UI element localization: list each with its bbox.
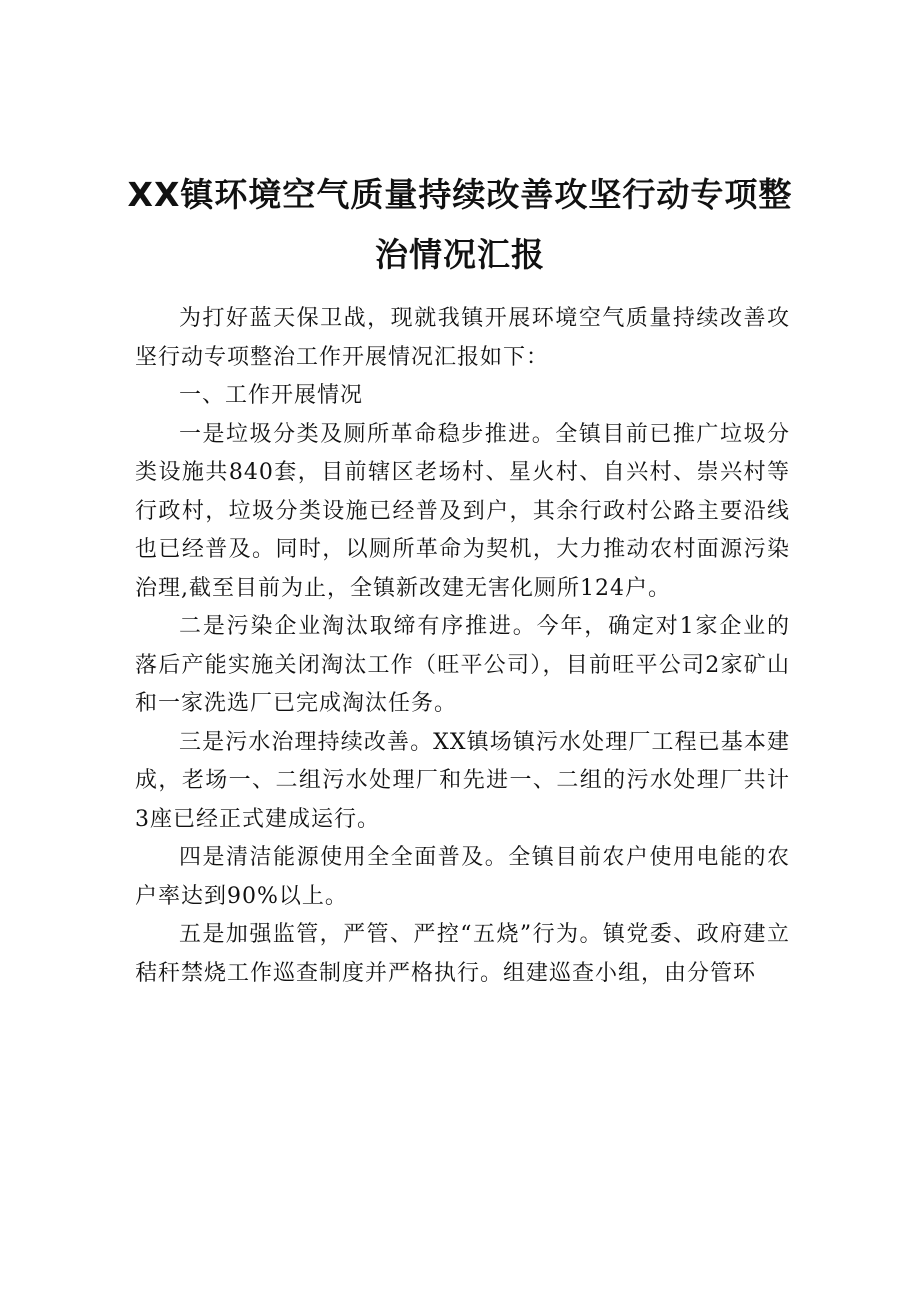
paragraph-item-3: 三是污水治理持续改善。XX镇场镇污水处理厂工程已基本建成，老场一、二组污水处理厂和先进一、二组的污水处理厂共计3座已经正式建成运行。 bbox=[135, 729, 790, 832]
title-line-1: XX镇环境空气质量持续改善攻坚行动专项整 bbox=[127, 175, 793, 214]
paragraph-item-2: 二是污染企业淘汰取缔有序推进。今年，确定对1家企业的落后产能实施关闭淘汰工作（旺平公司），目前旺平公司2家矿山和一家洗选厂已完成淘汰任务。 bbox=[135, 614, 790, 716]
document-title bbox=[120, 165, 800, 285]
paragraph-item-1: 一是垃圾分类及厕所革命稳步推进。全镇目前已推广垃圾分类设施共840套，目前辖区老场村、星火村、自兴村、崇兴村等行政村，垃圾分类设施已经普及到户，其余行政村公路主要沿线也已经普及。同时，以厕所革命为契机，大力推动农村面源污染治理,截至目前为止，全镇新改建无害化厕所124户。 bbox=[135, 421, 790, 601]
paragraph-item-5: 五是加强监管，严管、严控“五烧”行为。镇党委、政府建立秸秆禁烧工作巡查制度并严格执行。组建巡查小组，由分管环 bbox=[135, 922, 790, 986]
paragraph-item-4: 四是清洁能源使用全全面普及。全镇目前农户使用电能的农户率达到90%以上。 bbox=[135, 845, 790, 909]
document-body bbox=[135, 300, 790, 993]
title-line-2: 治情况汇报 bbox=[375, 235, 545, 274]
paragraph-intro: 为打好蓝天保卫战，现就我镇开展环境空气质量持续改善攻坚行动专项整治工作开展情况汇报如下： bbox=[135, 306, 790, 370]
section-heading: 一、工作开展情况 bbox=[179, 383, 364, 408]
